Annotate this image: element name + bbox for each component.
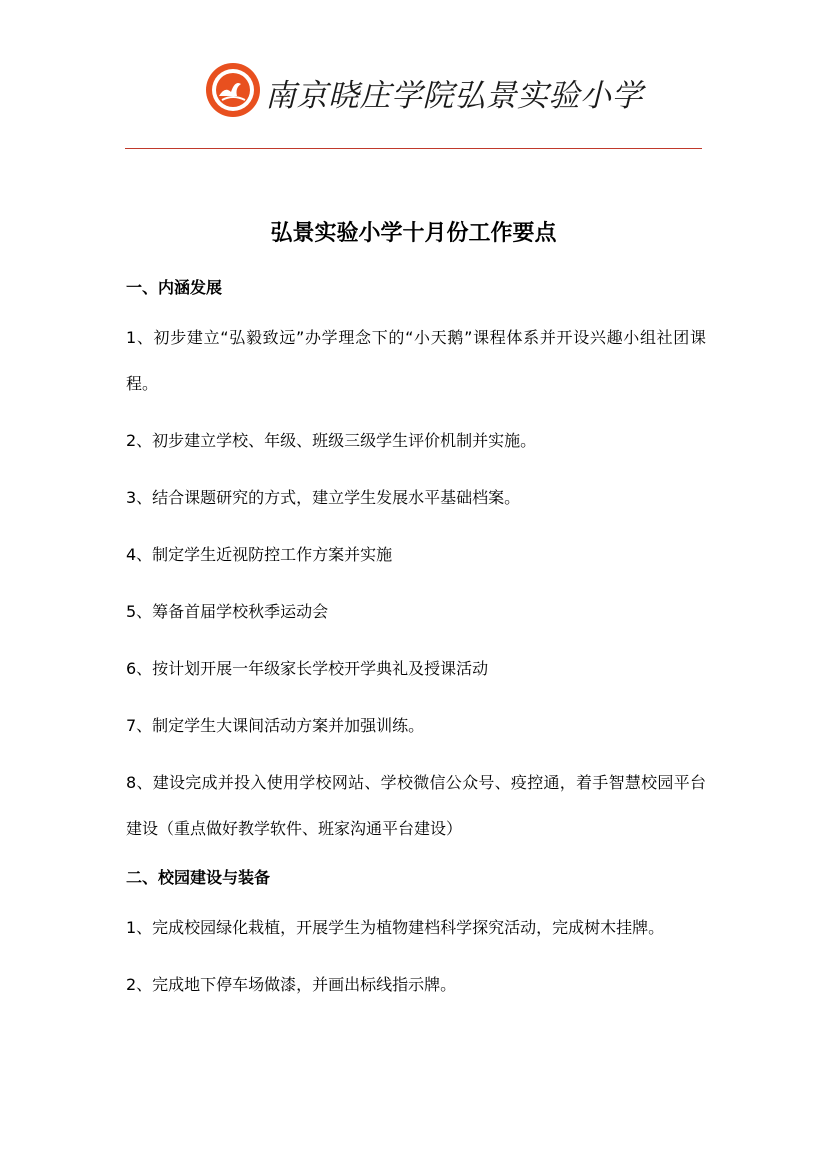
section-heading: 一、内涵发展 [126,278,223,297]
school-name: 南京晓庄学院弘景实验小学 [265,78,643,114]
school-emblem-icon [205,62,261,118]
list-item: 2、完成地下停车场做漆，并画出标线指示牌。 [126,975,457,994]
list-item: 3、结合课题研究的方式，建立学生发展水平基础档案。 [126,488,521,507]
list-item: 8、建设完成并投入使用学校网站、学校微信公众号、疫控通，着手智慧校园平台建设（重点做好教学软件、班家沟通平台建设） [126,773,706,838]
document-title: 弘景实验小学十月份工作要点 [270,221,557,246]
header-divider [125,148,702,149]
school-header [205,62,655,122]
list-item: 1、初步建立“弘毅致远”办学理念下的“小天鹅”课程体系并开设兴趣小组社团课程。 [126,328,706,393]
list-item: 1、完成校园绿化栽植，开展学生为植物建档科学探究活动，完成树木挂牌。 [126,918,665,937]
list-item: 6、按计划开展一年级家长学校开学典礼及授课活动 [126,659,489,678]
list-item: 2、初步建立学校、年级、班级三级学生评价机制并实施。 [126,431,537,450]
list-item: 5、筹备首届学校秋季运动会 [126,602,329,621]
list-item: 4、制定学生近视防控工作方案并实施 [126,545,393,564]
list-item: 7、制定学生大课间活动方案并加强训练。 [126,716,425,735]
section-heading: 二、校园建设与装备 [126,868,271,887]
document-body [126,272,706,1008]
